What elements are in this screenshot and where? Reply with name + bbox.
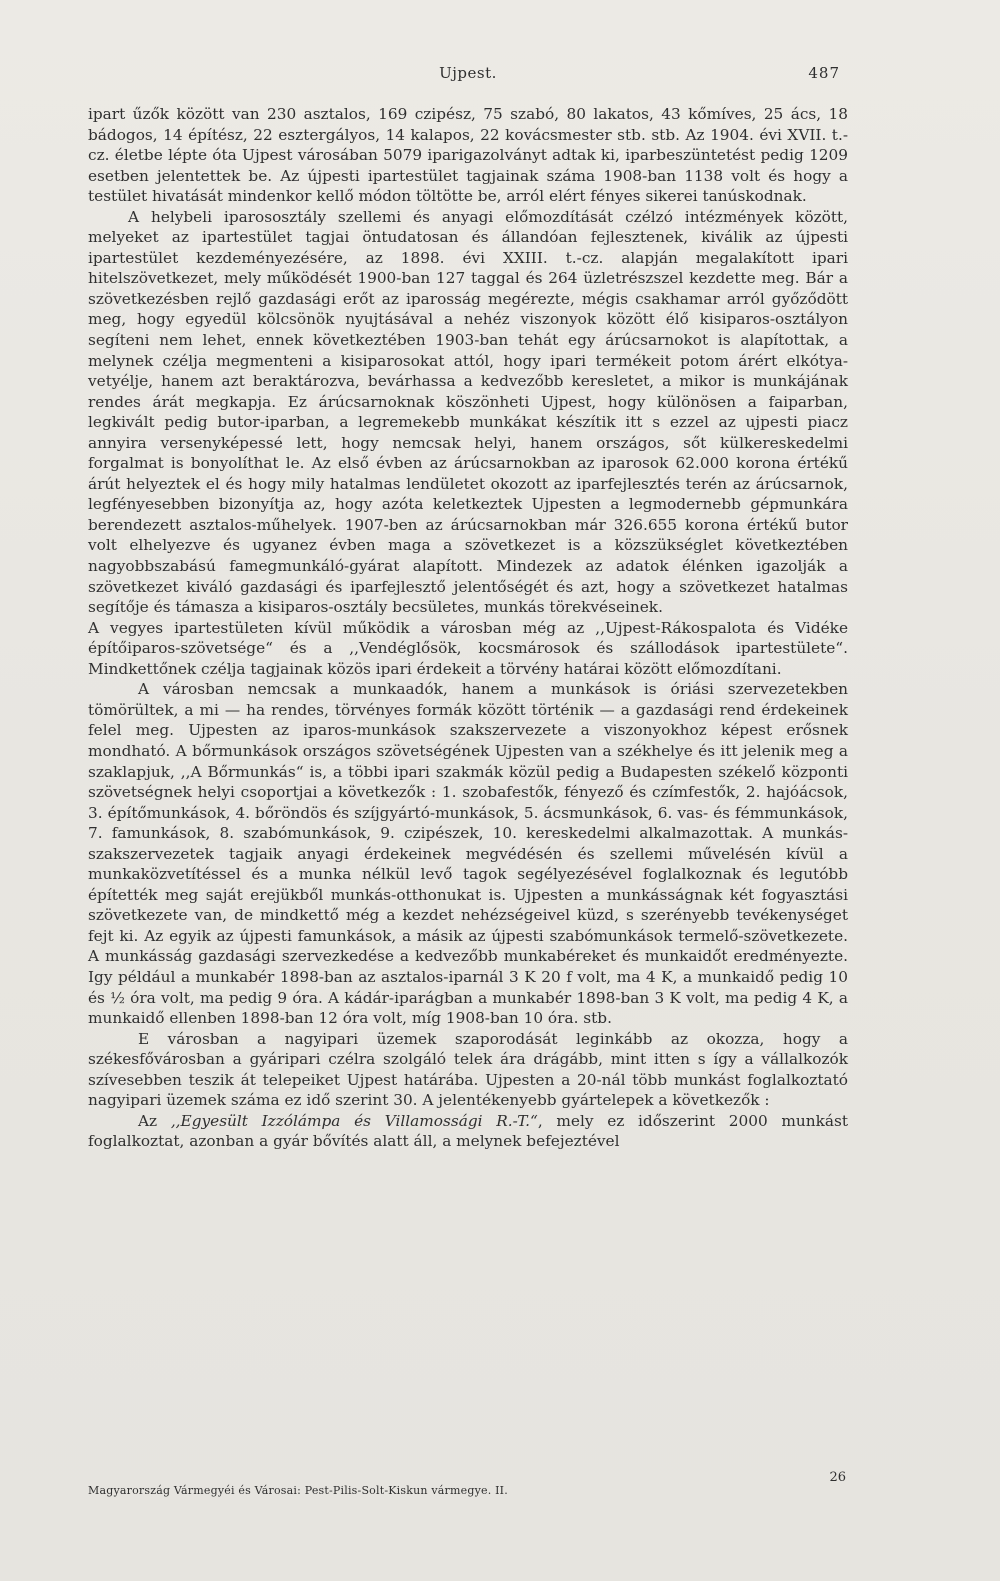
paragraph-2: A helybeli iparososztály szellemi és anyagi előmozdítását czélzó intézmények között, melyeket az ipartestület tagjai öntudatosan és állandóan fejlesztenek, kiválik az újpesti ipartestület kezdeményezésére, az 1898. évi XXIII. t.-cz. alapján megalakított ipari hitelszövetkezet, mely működését 1900-ban 127 taggal és 264 üzletrészszel kezdette meg. Bár a szövetkezésben rejlő gazdasági erőt az iparosság megérezte, mégis csakhamar arról győződött meg, hogy egyedül kölcsönök nyujtásával a nehéz viszonyok között élő kisiparos-osztályon segíteni nem lehet, ennek következtében 1903-ban tehát egy árúcsarnokot is alapítottak, a melynek czélja megmenteni a kisiparosokat attól, hogy ipari termékeit potom árért elkótya-vetyélje, hanem azt beraktározva, bevárhassa a kedvezőbb keresletet, a mikor is munkájának rendes árát megkapja. Ez árúcsarnoknak köszönheti Ujpest, hogy különösen a faiparban, legkivált pedig butor-iparban, a legremekebb munkákat készítik itt s ezzel az ujpesti piacz annyira versenyképessé lett, hogy nemcsak helyi, hanem országos, sőt külkereskedelmi forgalmat is bonyolíthat le. Az első évben az árúcsarnokban az iparosok 62.000 korona értékű árút helyeztek el és hogy mily hatalmas lendületet okozott az iparfejlesztés terén az árúcsarnok, legfényesebben bizonyítja az, hogy azóta keletkeztek Ujpesten a legmodernebb gépmunkára berendezett asztalos-műhelyek. 1907-ben az árúcsarnokban már 326.655 korona értékű butor volt elhelyezve és ugyanez évben maga a szövetkezet is a közszükséglet következtében nagyobbszabású famegmunkáló-gyárat alapított. Mindezek az adatok élénken igazolják a szövetkezet kiváló gazdasági és iparfejlesztő jelentőségét és azt, hogy a szövetkezet hatalmas segítője és támasza a kisiparos-osztály becsületes, munkás törekvéseinek.: [88, 207, 848, 617]
paragraph-6-rest: , mely ez időszerint 2000 munkást foglalkoztat, azonban a gyár bővítés alatt áll, a melynek befejeztével: [88, 1111, 848, 1151]
running-title: Ujpest.: [439, 64, 497, 82]
footer-text: Magyarország Vármegyéi és Városai: Pest-Pilis-Solt-Kiskun vármegye. II.: [88, 1484, 508, 1497]
paragraph-3: A vegyes ipartestületen kívül működik a városban még az ,,Ujpest-Rákospalota és Vidéke építőiparos-szövetsége“ és a ,,Vendéglősök, kocsmárosok és szállodások ipartestülete“. Mindkettőnek czélja tagjainak közös ipari érdekeit a törvény határai között előmozdítani.: [88, 618, 848, 678]
page-number: 487: [808, 64, 840, 82]
signature-mark: 26: [829, 1470, 846, 1485]
paragraph-5: E városban a nagyipari üzemek szaporodását leginkább az okozza, hogy a székesfővárosban a gyáripari czélra szolgáló telek ára drágább, mint itten s így a vállalkozók szívesebben teszik át telepeiket Ujpest határába. Ujpesten a 20-nál több munkást foglalkoztató nagyipari üzemek száma ez idő szerint 30. A jelentékenyebb gyártelepek a következők :: [88, 1029, 848, 1110]
body-text: [88, 104, 848, 1152]
paragraph-1: ipart űzők között van 230 asztalos, 169 czipész, 75 szabó, 80 lakatos, 43 kőmíves, 25 ács, 18 bádogos, 14 építész, 22 esztergályos, 14 kalapos, 22 kovácsmester stb. stb. Az 1904. évi XVII. t.-cz. életbe lépte óta Ujpest városában 5079 iparigazolványt adtak ki, iparbeszüntetést pedig 1209 esetben jelentettek be. Az újpesti ipartestület tagjainak száma 1908-ban 1138 volt és hogy a testület hivatását mindenkor kellő módon töltötte be, arról elért fényes sikerei tanúskodnak.: [88, 105, 848, 206]
page-footer: [88, 1470, 848, 1510]
paragraph-6: [88, 1111, 848, 1152]
company-name: ,,Egyesült Izzólámpa és Villamossági R.-T.“: [170, 1111, 538, 1130]
paragraph-4: A városban nemcsak a munkaadók, hanem a munkások is óriási szervezetekben tömörültek, a mi — ha rendes, törvényes formák között történik — a gazdasági rend érdekeinek felel meg. Ujpesten az iparos-munkások szakszervezete a viszonyokhoz képest erősnek mondható. A bőrmunkások országos szövetségének Ujpesten van a székhelye és itt jelenik meg a szaklapjuk, ,,A Bőrmunkás“ is, a többi ipari szakmák közül pedig a Budapesten székelő központi szövetségnek helyi csoportjai a következők : 1. szobafestők, fényező és czímfestők, 2. hajóácsok, 3. építőmunkások, 4. bőröndös és szíjgyártó-munkások, 5. ácsmunkások, 6. vas- és fémmunkások, 7. famunkások, 8. szabómunkások, 9. czipészek, 10. kereskedelmi alkalmazottak. A munkás-szakszervezetek tagjaik anyagi érdekeinek megvédésén és szellemi művelésén kívül a munkaközvetítéssel és a munka nélkül levő tagok segélyezésével foglalkoznak és legutóbb építették meg saját erejükből munkás-otthonukat is. Ujpesten a munkásságnak két fogyasztási szövetkezete van, de mindkettő még a kezdet nehézségeivel küzd, s szerényebb tevékenységet fejt ki. Az egyik az újpesti famunkások, a másik az újpesti szabómunkások termelő-szövetkezete. A munkásság gazdasági szervezkedése a kedvezőbb munkabéreket és munkaidőt eredményezte. Igy például a munkabér 1898-ban az asztalos-iparnál 3 K 20 f volt, ma 4 K, a munkaidő pedig 10 és ½ óra volt, ma pedig 9 óra. A kádár-iparágban a munkabér 1898-ban 3 K volt, ma pedig 4 K, a munkaidő ellenben 1898-ban 12 óra volt, míg 1908-ban 10 óra. stb.: [88, 680, 848, 1028]
running-head: [88, 64, 848, 86]
paragraph-6-lead: Az: [138, 1111, 171, 1130]
